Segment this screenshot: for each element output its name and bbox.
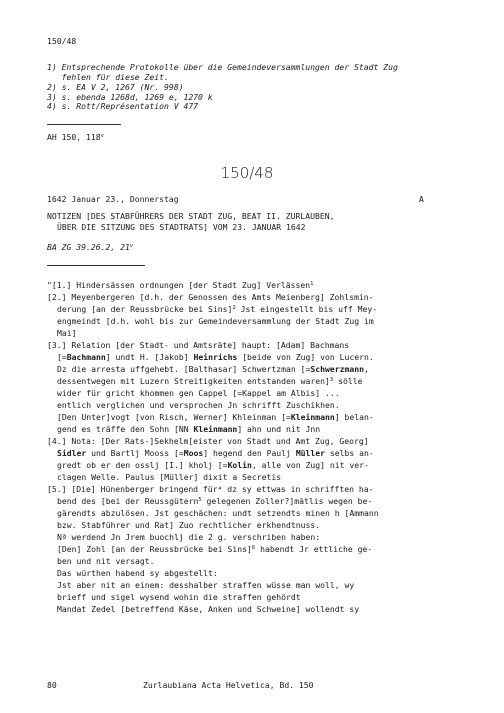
body-line: gend es träffe den Sohn [NN Kleinmann] ahn und nit Jnn xyxy=(57,424,321,434)
document-source: BA ZG 39.26.2, 21$^v$ xyxy=(47,242,134,252)
footnote-1: 1) Entsprechende Protokolle über die Gemeindeversammlungen der Stadt Zug xyxy=(47,62,398,72)
body-line: wider für gricht khommen gen Cappel [=Kappel am Albis] ... xyxy=(57,388,340,398)
body-line: [4.] Nota: [Der Rats-]Sekhelm[eister von Stadt und Amt Zug, Georg] xyxy=(47,436,369,446)
body-line: ben und nit versagt. xyxy=(57,556,155,566)
body-line: "[1.] Hindersässen ordnungen [der Stadt Zug] Verlässen$^1$ xyxy=(47,280,314,290)
footnote-4: 4) s. Rott/Représentation V 477 xyxy=(47,101,199,111)
previous-reference: AH 150, 118$^v$ xyxy=(47,132,104,142)
body-line: [=Bachmann] undt H. [Jakob] Heinrichs [beide von Zug] von Lucern. xyxy=(57,352,374,362)
body-line: derung [an der Reussbrücke bei Sins]$^2$ Jst eingestellt bis uff Mey- xyxy=(57,304,378,314)
body-line: Mandat Zedel [betreffend Käse, Anken und Schweine] wollendt sy xyxy=(57,604,360,614)
body-line: dessentwegen mit Luzern Streitigkeiten entstanden waren]$^3$ sölle xyxy=(57,376,363,386)
footnote-2: 2) s. EA V 2, 1267 (Nr. 998) xyxy=(47,82,184,92)
document-title-line-1: NOTIZEN [DES STABFÜHRERS DER STADT ZUG, BEAT II. ZURLAUBEN, xyxy=(47,211,335,221)
body-line: Nª werdend Jn Jrem buochlj die 2 g. verschriben haben: xyxy=(57,532,321,542)
footnote-1-cont: fehlen für diese Zeit. xyxy=(47,72,169,82)
body-line: gärendts abzulösen. Jst geschächen: undt setzendts minen h [Ammann xyxy=(57,508,379,518)
body-line: Dz die arresta uffgehebt. [Balthasar] Schwertzman [=Schwerzmann, xyxy=(57,364,369,374)
source-rule xyxy=(47,265,145,266)
body-line: entlich verglichen und versprochen Jn schrifft Zuschikhen. xyxy=(57,400,340,410)
document-date: 1642 Januar 23., Donnerstag xyxy=(47,194,179,204)
document-number: 150/48 xyxy=(220,164,274,182)
body-line: Jst aber nit an einem: desshalber straffen wüsse man woll, wy xyxy=(57,580,355,590)
body-line: bzw. Stabführer und Rat] Zuo rechtlicher erkhendtnuss. xyxy=(57,520,321,530)
body-line: engmeindt [d.h. wohl bis zur Gemeindeversammlung der Stadt Zug im xyxy=(57,316,374,326)
body-line: Sidler und Bartlj Mooss [=Moos] hegend den Paulj Müller selbs an- xyxy=(57,448,374,458)
body-line: [Den] Zohl [an der Reussbrücke bei Sins]$^6$ habendt Jr ettliche ge- xyxy=(57,544,373,554)
footnote-3: 3) s. ebenda 1268d, 1269 e, 1270 k xyxy=(47,92,213,102)
body-line: [Den Unter]vogt [von Risch, Werner] Khleinman [=Kleinmann] belan- xyxy=(57,412,374,422)
document-title-line-2: ÜBER DIE SITZUNG DES STADTRATS] VOM 23. JANUAR 1642 xyxy=(57,222,306,232)
footnote-rule xyxy=(47,124,121,125)
body-line: [5.] [Die] Hünenberger bringend für⁴ dz sy ettwas in schrifften ha- xyxy=(47,484,374,494)
document-marker: A xyxy=(419,194,424,204)
body-line: [3.] Relation [der Stadt- und Amtsräte] haupt: [Adam] Bachmans xyxy=(47,340,350,350)
body-line: [2.] Meyenbergeren [d.h. der Genossen des Amts Meienberg] Zohlsmin- xyxy=(47,292,374,302)
body-line: brieff und sigel wysend wohin die straffen gehördt xyxy=(57,592,301,602)
footer-series-title: Zurlaubiana Acta Helvetica, Bd. 150 xyxy=(143,680,314,690)
body-line: gredt ob er den osslj [I.] kholj [=Kolin, alle von Zug] nit ver- xyxy=(57,460,369,470)
footer-page-number: 80 xyxy=(47,680,57,690)
body-line: Das würthen habend sy abgestellt: xyxy=(57,568,218,578)
body-line: bend des [bei der Reussgütern$^5$ gelegenen Zoller?]mätlis wegen be- xyxy=(57,496,373,506)
body-line: clagen Welle. Paulus [Müller] dixit a Secretis xyxy=(57,472,282,482)
body-line: Mai] xyxy=(57,328,77,338)
header-page-ref: 150/48 xyxy=(47,36,77,46)
